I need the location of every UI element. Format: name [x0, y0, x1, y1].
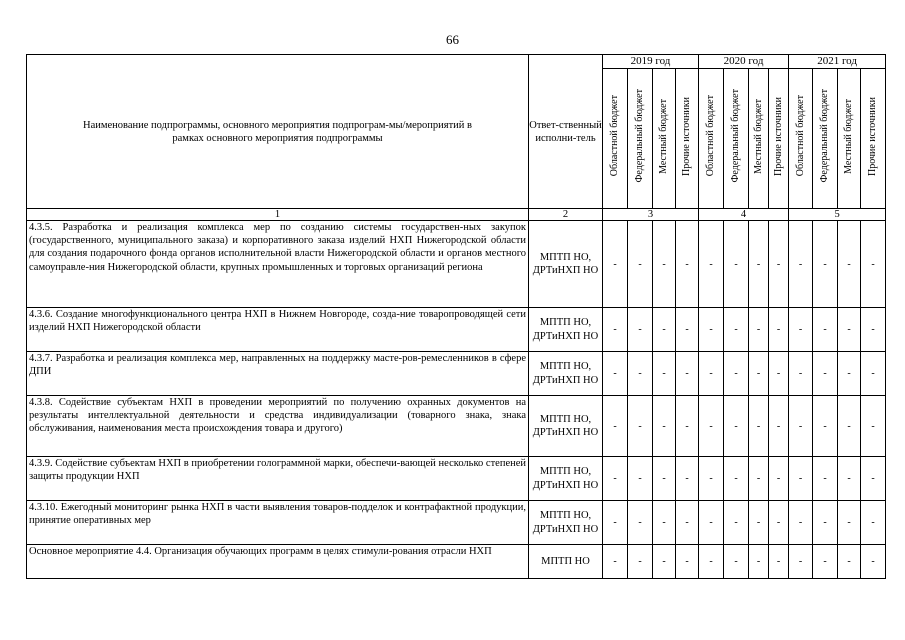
funding-value: - [653, 308, 676, 352]
funding-value: - [861, 501, 886, 545]
funding-value: - [724, 396, 749, 457]
funding-value: - [838, 501, 861, 545]
funding-value: - [699, 545, 724, 579]
funding-value: - [838, 352, 861, 396]
funding-value: - [789, 221, 813, 308]
funding-value: - [724, 221, 749, 308]
col-number-2: 2 [529, 209, 603, 221]
header-source-0-0 [603, 69, 628, 209]
funding-value: - [603, 457, 628, 501]
header-source-2-2 [838, 69, 861, 209]
funding-value: - [653, 457, 676, 501]
table-row [27, 396, 886, 457]
header-source-1-1 [724, 69, 749, 209]
funding-value: - [653, 221, 676, 308]
header-source-label: Местный бюджет [752, 98, 764, 174]
funding-value: - [724, 545, 749, 579]
funding-value: - [603, 352, 628, 396]
funding-value: - [769, 545, 789, 579]
responsible-executor: МПТП НО, ДРТиНХП НО [529, 352, 603, 396]
header-source-0-3 [676, 69, 699, 209]
col-number-1: 1 [27, 209, 529, 221]
funding-value: - [838, 457, 861, 501]
funding-value: - [676, 308, 699, 352]
funding-value: - [789, 501, 813, 545]
funding-value: - [838, 396, 861, 457]
header-source-label: Местный бюджет [843, 98, 855, 174]
header-source-label: Прочие источники [681, 96, 693, 176]
funding-value: - [861, 457, 886, 501]
funding-value: - [838, 221, 861, 308]
funding-value: - [628, 501, 653, 545]
funding-value: - [769, 457, 789, 501]
program-table [26, 54, 886, 579]
header-source-1-3 [769, 69, 789, 209]
activity-name: 4.3.10. Ежегодный мониторинг рынка НХП в части выявления товаров-подделок и контрафактной продукции, принятие оперативных мер [27, 501, 529, 545]
page-number: 66 [446, 32, 459, 47]
funding-value: - [813, 352, 838, 396]
funding-value: - [628, 457, 653, 501]
col-number-3: 3 [603, 209, 699, 221]
funding-value: - [603, 501, 628, 545]
header-year-2019: 2019 год [603, 55, 699, 69]
funding-value: - [789, 545, 813, 579]
funding-value: - [789, 352, 813, 396]
header-source-label: Федеральный бюджет [730, 89, 742, 183]
responsible-executor: МПТП НО, ДРТиНХП НО [529, 501, 603, 545]
funding-value: - [789, 308, 813, 352]
header-source-2-0 [789, 69, 813, 209]
funding-value: - [861, 221, 886, 308]
activity-name: 4.3.9. Содействие субъектам НХП в приобретении голограммной марки, обеспечи-вающей несколько степеней защиты продукции НХП [27, 457, 529, 501]
header-source-2-1 [813, 69, 838, 209]
table-row [27, 352, 886, 396]
funding-value: - [838, 308, 861, 352]
funding-value: - [749, 545, 769, 579]
responsible-executor: МПТП НО [529, 545, 603, 579]
header-source-label: Областной бюджет [705, 95, 717, 177]
funding-value: - [699, 352, 724, 396]
responsible-executor: МПТП НО, ДРТиНХП НО [529, 308, 603, 352]
header-source-label: Федеральный бюджет [819, 89, 831, 183]
funding-value: - [861, 308, 886, 352]
funding-value: - [861, 396, 886, 457]
funding-value: - [603, 396, 628, 457]
funding-value: - [603, 308, 628, 352]
header-source-1-2 [749, 69, 769, 209]
table-row [27, 545, 886, 579]
funding-value: - [628, 308, 653, 352]
funding-value: - [699, 221, 724, 308]
header-year-2021: 2021 год [789, 55, 886, 69]
funding-value: - [769, 221, 789, 308]
table-row [27, 308, 886, 352]
header-source-label: Федеральный бюджет [634, 89, 645, 183]
header-year-2020: 2020 год [699, 55, 789, 69]
header-source-label: Прочие источники [772, 96, 784, 176]
funding-value: - [699, 501, 724, 545]
funding-value: - [603, 545, 628, 579]
col-number-4: 4 [699, 209, 789, 221]
funding-value: - [676, 352, 699, 396]
activity-name: Основное мероприятие 4.4. Организация обучающих программ в целях стимули-рования отрасли НХП [27, 545, 529, 579]
funding-value: - [769, 352, 789, 396]
table-row [27, 501, 886, 545]
funding-value: - [628, 221, 653, 308]
funding-value: - [769, 308, 789, 352]
funding-value: - [628, 545, 653, 579]
funding-value: - [769, 501, 789, 545]
activity-name: 4.3.6. Создание многофункционального центра НХП в Нижнем Новгороде, созда-ние товаропроводящей сети изделий НХП Нижегородской области [27, 308, 529, 352]
funding-value: - [813, 545, 838, 579]
funding-value: - [813, 308, 838, 352]
funding-value: - [838, 545, 861, 579]
header-responsible-column: Ответ-ственный исполни-тель [529, 55, 603, 209]
funding-value: - [749, 352, 769, 396]
header-source-label: Местный бюджет [658, 98, 669, 174]
funding-value: - [861, 545, 886, 579]
funding-value: - [769, 396, 789, 457]
responsible-executor: МПТП НО, ДРТиНХП НО [529, 221, 603, 308]
funding-value: - [749, 396, 769, 457]
funding-value: - [676, 457, 699, 501]
table-row [27, 457, 886, 501]
funding-value: - [813, 221, 838, 308]
funding-value: - [789, 396, 813, 457]
funding-value: - [699, 308, 724, 352]
header-source-0-1 [628, 69, 653, 209]
funding-value: - [789, 457, 813, 501]
funding-value: - [813, 457, 838, 501]
table-row [27, 221, 886, 308]
funding-value: - [813, 501, 838, 545]
funding-value: - [653, 396, 676, 457]
funding-value: - [653, 501, 676, 545]
funding-value: - [676, 501, 699, 545]
funding-value: - [749, 308, 769, 352]
funding-value: - [699, 457, 724, 501]
funding-value: - [628, 396, 653, 457]
funding-value: - [724, 308, 749, 352]
funding-value: - [724, 352, 749, 396]
funding-value: - [724, 457, 749, 501]
responsible-executor: МПТП НО, ДРТиНХП НО [529, 457, 603, 501]
funding-value: - [724, 501, 749, 545]
funding-value: - [603, 221, 628, 308]
funding-value: - [749, 221, 769, 308]
funding-value: - [653, 545, 676, 579]
header-source-label: Областной бюджет [794, 95, 806, 177]
header-source-label: Областной бюджет [609, 95, 620, 177]
activity-name: 4.3.8. Содействие субъектам НХП в проведении мероприятий по получению охранных документов на результаты интеллектуальной деятельности и средства индивидуализации (товарного знака, знака обслуживания, наименования места происхождения товара и другого) [27, 396, 529, 457]
funding-value: - [749, 457, 769, 501]
funding-value: - [676, 221, 699, 308]
activity-name: 4.3.5. Разработка и реализация комплекса мер по созданию системы государствен-ных закупок (государственного, муниципального заказа) и корпоративного заказа изделий НХП Нижегородской области для создания подарочного фонда органов исполнительной власти Нижегородской области и органов местного самоуправле-ния Нижегородской области, крупных промышленных и торговых организаций региона [27, 221, 529, 308]
funding-value: - [749, 501, 769, 545]
header-source-label: Прочие источники [867, 96, 879, 176]
funding-value: - [653, 352, 676, 396]
funding-value: - [699, 396, 724, 457]
header-source-2-3 [861, 69, 886, 209]
header-source-1-0 [699, 69, 724, 209]
header-name-column: Наименование подпрограммы, основного мероприятия подпрограм-мы/мероприятий в рамках основного мероприятия подпрограммы [27, 55, 529, 209]
funding-value: - [676, 545, 699, 579]
col-number-5: 5 [789, 209, 886, 221]
funding-value: - [676, 396, 699, 457]
header-source-0-2 [653, 69, 676, 209]
funding-value: - [628, 352, 653, 396]
funding-value: - [813, 396, 838, 457]
funding-value: - [861, 352, 886, 396]
responsible-executor: МПТП НО, ДРТиНХП НО [529, 396, 603, 457]
activity-name: 4.3.7. Разработка и реализация комплекса мер, направленных на поддержку масте-ров-ремесленников в сфере ДПИ [27, 352, 529, 396]
